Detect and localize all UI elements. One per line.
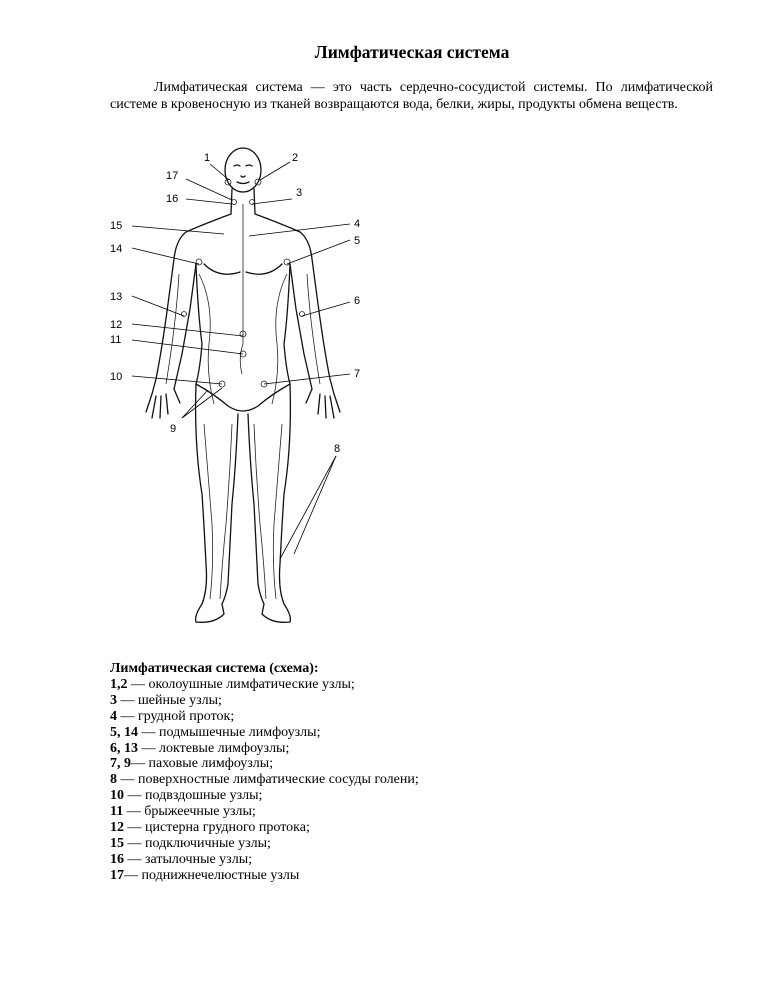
legend-item-text: — подвздошные узлы; xyxy=(124,788,263,804)
legend-item xyxy=(110,868,670,884)
legend-item-text: — шейные узлы; xyxy=(117,692,222,708)
figure-label-14: 14 xyxy=(110,243,123,255)
legend-item-text: — паховые лимфоузлы; xyxy=(131,756,274,772)
legend-item xyxy=(110,741,670,757)
legend-item xyxy=(110,804,670,820)
legend-item xyxy=(110,709,670,725)
legend-item-text: — затылочные узлы; xyxy=(124,851,252,867)
lymphatic-system-figure xyxy=(104,144,374,648)
legend-item-number: 1,2 xyxy=(110,676,128,692)
legend xyxy=(110,661,670,884)
legend-caption: Лимфатическая система (схема): xyxy=(110,661,319,676)
legend-item-number: 17 xyxy=(110,867,124,883)
page-title: Лимфатическая система xyxy=(314,42,510,62)
figure-label-15: 15 xyxy=(110,220,123,232)
leader-lines xyxy=(132,162,350,559)
lymph-vessels xyxy=(166,179,320,599)
legend-item xyxy=(110,725,670,741)
figure-label-12: 12 xyxy=(110,319,123,331)
legend-item-text: — поднижнечелюстные узлы xyxy=(124,867,300,883)
legend-item-number: 16 xyxy=(110,851,124,867)
figure-label-5: 5 xyxy=(354,235,361,247)
legend-item-number: 5, 14 xyxy=(110,724,138,740)
figure-label-4: 4 xyxy=(354,218,361,230)
figure-label-3: 3 xyxy=(296,187,303,199)
legend-item-text: — подмышечные лимфоузлы; xyxy=(138,724,321,740)
legend-item-text: — подключичные узлы; xyxy=(124,835,271,851)
legend-item-number: 12 xyxy=(110,820,124,836)
legend-item xyxy=(110,772,670,788)
intro-paragraph: Лимфатическая система — это часть сердечно-сосудистой системы. По лимфатической системе в кровеносную из тканей возвращаются вода, белки, жиры, продукты обмена веществ. xyxy=(110,80,713,113)
figure-label-17: 17 xyxy=(166,170,179,182)
legend-item xyxy=(110,820,670,836)
legend-item-number: 6, 13 xyxy=(110,740,138,756)
legend-item-number: 7, 9 xyxy=(110,756,131,772)
legend-item-text: — околоушные лимфатические узлы; xyxy=(127,676,355,692)
figure-label-11: 11 xyxy=(110,334,122,346)
figure-label-16: 16 xyxy=(166,193,179,205)
legend-item-number: 10 xyxy=(110,788,124,804)
legend-item xyxy=(110,788,670,804)
figure-label-13: 13 xyxy=(110,291,123,303)
legend-item-text: — брыжеечные узлы; xyxy=(123,804,256,820)
legend-item-text: — поверхностные лимфатические сосуды голени; xyxy=(117,772,419,788)
figure-label-7: 7 xyxy=(354,368,361,380)
figure-label-10: 10 xyxy=(110,371,123,383)
legend-item-text: — локтевые лимфоузлы; xyxy=(138,740,290,756)
legend-item-number: 4 xyxy=(110,708,117,724)
legend-item xyxy=(110,852,670,868)
figure-label-6: 6 xyxy=(354,295,361,307)
legend-item xyxy=(110,693,670,709)
legend-item xyxy=(110,756,670,772)
legend-item-number: 11 xyxy=(110,804,124,820)
legend-item-text: — цистерна грудного протока; xyxy=(124,820,310,836)
legend-item-number: 15 xyxy=(110,835,124,851)
legend-item-number: 3 xyxy=(110,692,117,708)
legend-item xyxy=(110,677,670,693)
figure-label-1: 1 xyxy=(204,152,211,164)
legend-item xyxy=(110,836,670,852)
legend-item-text: — грудной проток; xyxy=(117,708,235,724)
figure-label-2: 2 xyxy=(292,152,299,164)
figure-label-8: 8 xyxy=(334,443,341,455)
body-diagram xyxy=(104,144,374,648)
figure-label-9: 9 xyxy=(170,423,177,435)
legend-item-number: 8 xyxy=(110,772,117,788)
